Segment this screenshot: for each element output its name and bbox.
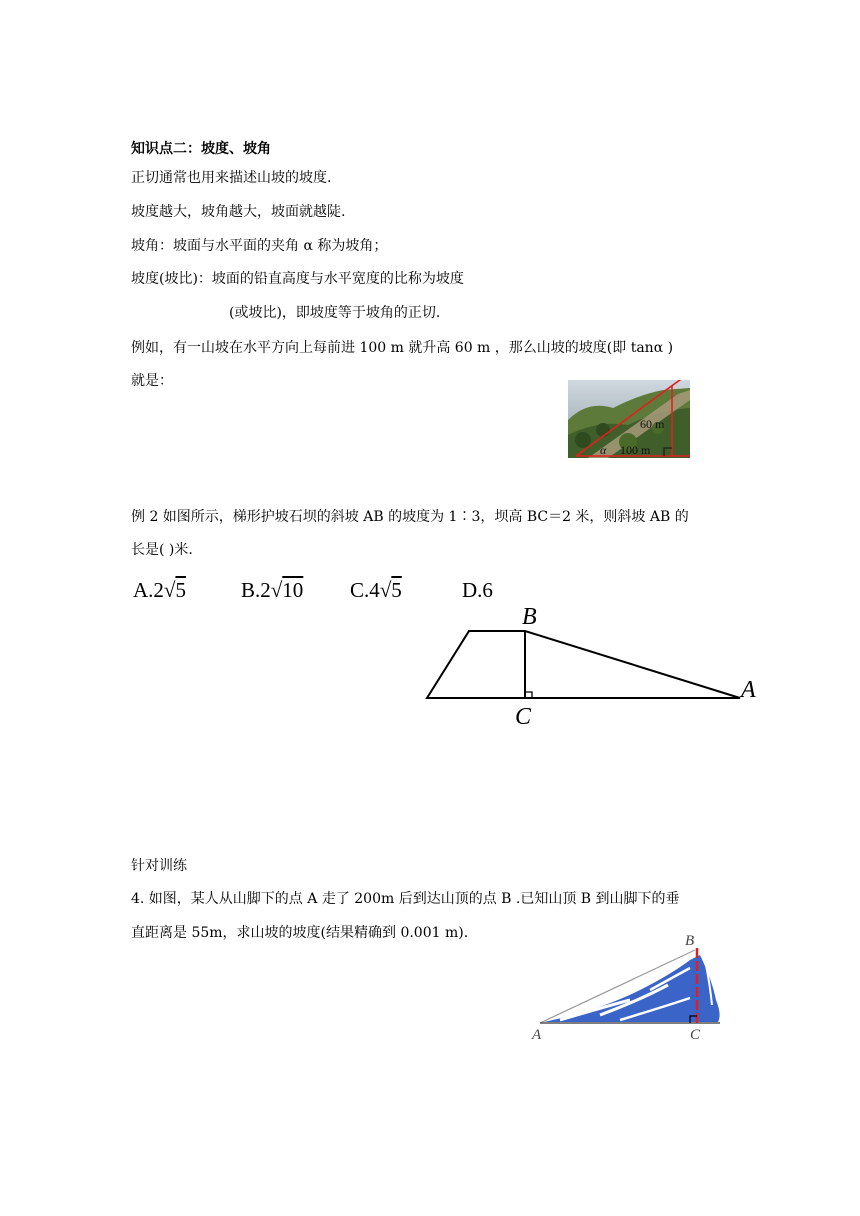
mountain-label-b: B <box>685 933 695 949</box>
example2-text: 长是( )米. <box>131 542 193 558</box>
text-line: 正切通常也用来描述山坡的坡度. <box>131 170 332 186</box>
question-text: 4. 如图，某人从山脚下的点 A 走了 200m 后到达山顶的点 B .已知山顶 B 到山脚下的垂 <box>131 891 680 907</box>
text-line: 坡角：坡面与水平面的夹角 α 称为坡角； <box>131 238 388 254</box>
mountain-label-c: C <box>690 1027 701 1043</box>
label-c: C <box>515 704 532 730</box>
section-title: 知识点二：坡度、坡角 <box>131 141 271 157</box>
text-line: 例如，有一山坡在水平方向上每前进 100 m 就升高 60 m ，那么山坡的坡度(即 tanα ) <box>131 340 674 356</box>
label-b: B <box>522 604 537 630</box>
text-line: 就是： <box>131 373 173 389</box>
option-b[interactable]: B.2√10 <box>241 578 304 602</box>
text-line: (或坡比)，即坡度等于坡角的正切. <box>229 305 441 321</box>
question-text: 直距离是 55m，求山坡的坡度(结果精确到 0.001 m). <box>131 925 469 941</box>
practice-heading: 针对训练 <box>131 858 187 874</box>
angle-label: α <box>600 443 607 457</box>
text-line: 坡度(坡比)：坡面的铅直高度与水平宽度的比称为坡度 <box>131 271 464 287</box>
height-label: 60 m <box>640 417 665 431</box>
option-d[interactable]: D.6 <box>462 578 493 602</box>
option-a[interactable]: A.2√5 <box>133 578 186 602</box>
label-a: A <box>741 677 756 703</box>
option-c[interactable]: C.4√5 <box>350 578 402 602</box>
example2-text: 例 2 如图所示，梯形护坡石坝的斜坡 AB 的坡度为 1∶3，坝高 BC＝2 米，则斜坡 AB 的 <box>131 509 689 525</box>
base-label: 100 m <box>620 443 651 457</box>
text-line: 坡度越大，坡角越大，坡面就越陡. <box>131 204 346 220</box>
mountain-label-a: A <box>532 1027 542 1043</box>
